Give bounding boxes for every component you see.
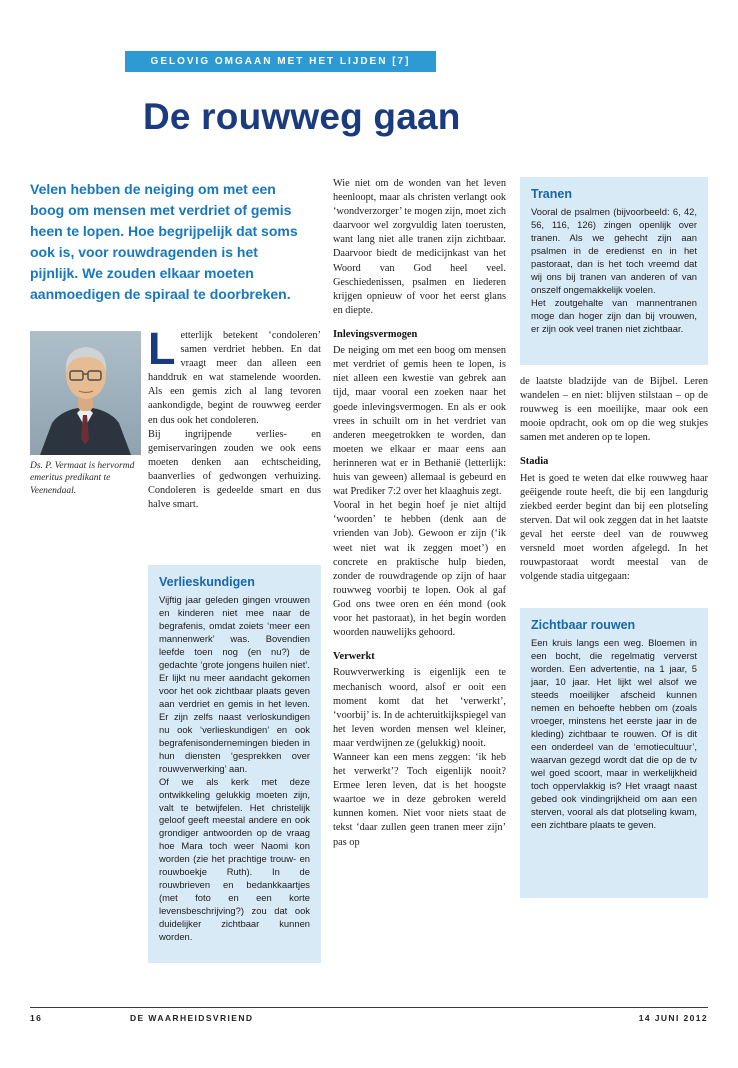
photo-caption: Ds. P. Vermaat is hervormd emeritus predikant te Veenendaal. xyxy=(30,461,135,496)
paragraph: Het is goed te weten dat elke rouwweg haar geëigende route heeft, die bij een langdurig ziekbed eerder begint dan bij een plotseling sterven. Dat wil ook zeggen dat in het laatste geval het eerste deel van de rouwweg versneld moet worden afgelegd. In het rouwpastoraat wordt meestal van de volgende stadia uitgegaan: xyxy=(520,472,708,583)
paragraph xyxy=(148,323,321,428)
box-paragraph: Het zoutgehalte van mannentranen moge dan hoger zijn dan bij vrouwen, er zijn ook veel tranen niet zichtbaar. xyxy=(531,296,697,334)
paragraph-text: etterlijk betekent ‘condoleren’ samen verdriet hebben. En dat vraagt meer dan alleen een handdruk en wat stamelende woorden. Als een gemis zich al lang tevoren aankondigde, begint de rouwweg eerder en dus ook het condoleren. xyxy=(148,330,321,426)
column-3-text xyxy=(520,375,708,584)
box-title: Verlieskundigen xyxy=(159,575,255,589)
footer-divider xyxy=(30,1007,708,1008)
paragraph: de laatste bladzijde van de Bijbel. Leren wandelen – en niet: blijven stilstaan – op de rouwweg is een moeilijke, maar ook een mooie opdracht, ook om op die weg stukjes samen met anderen op te lopen. xyxy=(520,376,708,444)
paragraph: Wanneer kan een mens zeggen: ‘ik heb het verwerkt’? Toch eigenlijk nooit? Ermee leren leven, dat is het hoogste waartoe we in deze gebroken wereld kunnen komen. Niet voor niets staat de tekst ‘daar zullen geen tranen meer zijn’ pas op xyxy=(333,751,506,848)
series-banner xyxy=(125,51,436,72)
sidebar-box-verlieskundigen xyxy=(148,565,321,963)
paragraph: Vooral in het begin hoef je niet altijd ‘woorden’ te hebben (denk aan de vrienden van Job). Gewoon er zijn (‘ik weet niet wat ik zeggen moet’) en concrete en praktische hulp bieden, zonder de rouwdragende op zijn of haar rouwweg voorbij te lopen. Ook al gaf God ons twee oren en één mond (ook voor het pastoraat), in het begin worden woorden nauwelijks gehoord. xyxy=(333,500,506,639)
footer-journal-name: DE WAARHEIDSVRIEND xyxy=(130,1013,254,1023)
box-paragraph: Of we als kerk met deze ontwikkeling gelukkig moeten zijn, valt te betwijfelen. Het christelijk geloof geeft meestal andere en ook grondiger antwoorden op de vraag hoe Mara toch weer Naomi kon worden (zie het prachtige trouw- en rouwboekje Ruth). In de rouwbrieven en bedankkaartjes (met foto en een korte levensbeschrijving?) zou dat ook duidelijker zichtbaar kunnen worden. xyxy=(159,775,310,943)
box-paragraph: Vooral de psalmen (bijvoorbeeld: 6, 42, 56, 116, 126) zingen openlijk over tranen. Als we gehecht zijn aan psalmen in de eredienst en in het pastoraat, dan is het toch vreemd dat wij ons bij tranen van anderen of van onszelf ongemakkelijk voelen. xyxy=(531,206,697,295)
box-title: Zichtbaar rouwen xyxy=(531,618,636,633)
box-paragraph: Vijftig jaar geleden gingen vrouwen en kinderen niet mee naar de begrafenis, omdat zoiets ‘meer een mannenwerk’ was. Bovendien leefde toen nog (en nu?) de gedachte ‘grote jongens huilen niet’. Er lijkt nu meer aandacht gekomen voor het ook zichtbaar plaats geven aan verdriet en gemis in het leven. Er zijn zelfs naast verloskundigen nu ook ‘verlieskundigen’ en ook begrafenisondernemingen bieden in hun diensten ‘gesprekken over rouwverwerking’ aan. xyxy=(159,594,310,774)
box-paragraph: Een kruis langs een weg. Bloemen in een bocht, die regelmatig ververst worden. Een advertentie, na 1 jaar, 5 jaar, 10 jaar. Het lijkt wel alsof we steeds moeilijker afscheid kunnen nemen en behoefte hebben om (zoals vroeger, minstens het eerste jaar in de kleding) zichtbaar te rouwen. Of is dit een onderdeel van de ‘emotiecultuur’, waarvan gezegd wordt dat die op de tv wel goed scoort, maar in werkelijkheid toch oppervlakkig is? Het vraagt naast gebed ook vindingrijkheid om aan een sterven, vooral als dat plotseling kwam, een zichtbare plaats te geven. xyxy=(531,637,697,831)
article-column-3 xyxy=(520,177,708,898)
paragraph: Bij ingrijpende verlies- en gemiservaringen zouden we ook eens moeten denken aan echtscheiding, baanverlies of gedwongen verhuizing. Condoleren is gedeelde smart en dus halve smart. xyxy=(148,428,321,511)
paragraph: De neiging om met een boog om mensen met verdriet of gemis heen te lopen, is niet alleen een kwestie van gebrek aan tijd, maar vooral een zoeken naar het goede inlevingsvermogen. En als er ook vrees in schuilt om in het verdriet van anderen meegetrokken te worden, dan moeten we elkaar er maar eens aan herinneren wat er in Bethanië (letterlijk: huis van geween) allemaal is gebeurd en wat Prediker 7:2 over het klaaghuis zegt. xyxy=(333,345,506,498)
footer-issue-date: 14 JUNI 2012 xyxy=(638,1013,708,1023)
paragraph: Wie niet om de wonden van het leven heenloopt, maar als christen verlangt ook ‘wondverzorger’ te mogen zijn, moet zich daarvoor wel zorgvuldig laten toerusten, want lang niet alle tranen zijn zichtbaar. Daarvoor biedt de medicijnkast van het Woord van God heel veel. Geschiedenissen, psalmen en liederen krijgen opnieuw of voor het eerst glans en diepte. xyxy=(333,178,506,316)
sidebar-box-zichtbaar-rouwen xyxy=(520,608,708,898)
sidebar-box-tranen xyxy=(520,177,708,365)
footer-page-number: 16 xyxy=(30,1013,43,1023)
author-photo-block xyxy=(30,331,141,497)
series-banner-label: GELOVIG OMGAAN MET HET LIJDEN [7] xyxy=(150,56,411,67)
section-heading-inlevingsvermogen: Inlevingsvermogen xyxy=(333,328,418,340)
author-portrait-photo xyxy=(30,331,141,455)
article-column-2 xyxy=(333,177,506,850)
article-title: De rouwweg gaan xyxy=(143,96,461,137)
box-title: Tranen xyxy=(531,187,572,201)
paragraph: Rouwverwerking is eigenlijk een te mechanisch woord, alsof er ooit een moment komt dat het ‘verwerkt’, ‘voorbij’ is. In de achteruitkijkspiegel van het leven worden mensen wel kleiner, maar verdwijnen ze (gelukkig) nooit. xyxy=(333,667,506,749)
article-column-1 xyxy=(148,323,321,512)
section-heading-stadia: Stadia xyxy=(520,456,549,468)
dropcap-letter: L xyxy=(148,323,176,374)
section-heading-verwerkt: Verwerkt xyxy=(333,651,375,663)
article-intro: Velen hebben de neiging om met een boog om mensen met verdriet of gemis heen te lopen. Hoe begrijpelijk dat soms ook is, voor rouwdragenden is het pijnlijk. We zouden elkaar moeten aanmoedigen de spiraal te doorbreken. xyxy=(30,181,298,302)
